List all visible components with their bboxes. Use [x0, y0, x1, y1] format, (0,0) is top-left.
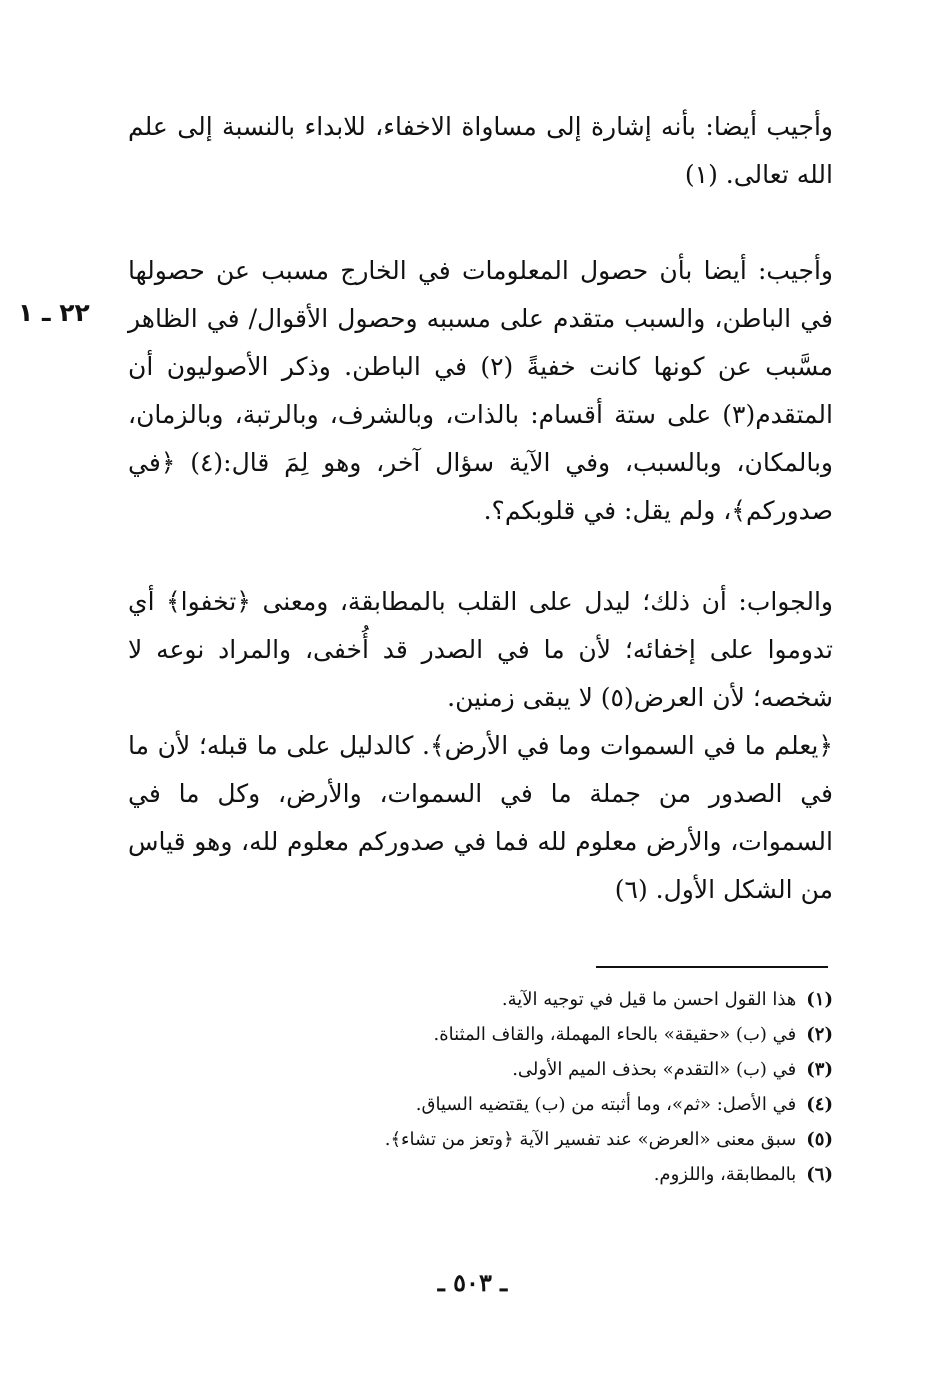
footnote-number: (٤) — [806, 1094, 833, 1115]
footnote-text: في (ب) «حقيقة» بالحاء المهملة، والقاف المثناة. — [433, 1024, 797, 1045]
footnote-text: بالمطابقة، واللزوم. — [653, 1164, 797, 1185]
paragraph-2: وأجيب: أيضا بأن حصول المعلومات في الخارج مسبب عن حصولها في الباطن، والسبب متقدم على مسببه وحصول الأقوال/ في الظاهر مسَّبب عن كونها كانت خفيةً (٢) في الباطن. وذكر الأصوليون أن المتقدم(٣) على ستة أقسام: بالذات، وبالشرف، وبالرتبة، وبالزمان، وبالمكان، وبالسبب، وفي الآية سؤال آخر، وهو لِمَ قال:(٤) ﴿في صدوركم﴾، ولم يقل: في قلوبكم؟. — [128, 256, 833, 525]
footnote-1 — [128, 982, 833, 1017]
paragraph-3-verse-commentary: ﴿يعلم ما في السموات وما في الأرض﴾. كالدليل على ما قبله؛ لأن ما في الصدور من جملة ما في السموات، والأرض، وكل ما في السموات، والأرض معلوم لله فما في صدوركم معلوم لله، وهو قياس من الشكل الأول. (٦) — [128, 731, 833, 904]
footnote-text: هذا القول احسن ما قيل في توجيه الآية. — [501, 989, 797, 1010]
footnote-number: (٢) — [806, 1024, 833, 1045]
footnote-separator — [596, 966, 828, 968]
footnote-number: (٦) — [806, 1164, 833, 1185]
footnote-text: في (ب) «التقدم» بحذف الميم الأولى. — [512, 1059, 797, 1080]
footnote-5 — [128, 1122, 833, 1157]
footnote-4 — [128, 1087, 833, 1122]
page-number: ـ ٥٠٣ ـ — [437, 1268, 508, 1297]
paragraph-3-answer: والجواب: أن ذلك؛ ليدل على القلب بالمطابقة، ومعنى ﴿تخفوا﴾ أي تدوموا على إخفائه؛ لأن ما في الصدر قد أُخفى، والمراد نوعه لا شخصه؛ لأن العرض(٥) لا يبقى زمنين. — [128, 587, 833, 712]
footnote-2 — [128, 1017, 833, 1052]
footnote-3 — [128, 1052, 833, 1087]
footnote-text: في الأصل: «ثم»، وما أثبته من (ب) يقتضيه السياق. — [415, 1094, 797, 1115]
paragraph-1: وأجيب أيضا: بأنه إشارة إلى مساواة الاخفاء، للابداء بالنسبة إلى علم الله تعالى. (١) — [128, 112, 833, 189]
footnote-number: (١) — [806, 989, 833, 1010]
paragraph-3 — [128, 578, 833, 914]
footnote-number: (٥) — [806, 1129, 833, 1150]
footnote-6 — [128, 1157, 833, 1192]
margin-reference: ٢٢ ـ ١ — [18, 298, 90, 327]
footnote-text: سبق معنى «العرض» عند تفسير الآية ﴿وتعز من تشاء﴾. — [384, 1129, 797, 1150]
footnotes-list — [128, 982, 833, 1192]
footnote-number: (٣) — [806, 1059, 833, 1080]
